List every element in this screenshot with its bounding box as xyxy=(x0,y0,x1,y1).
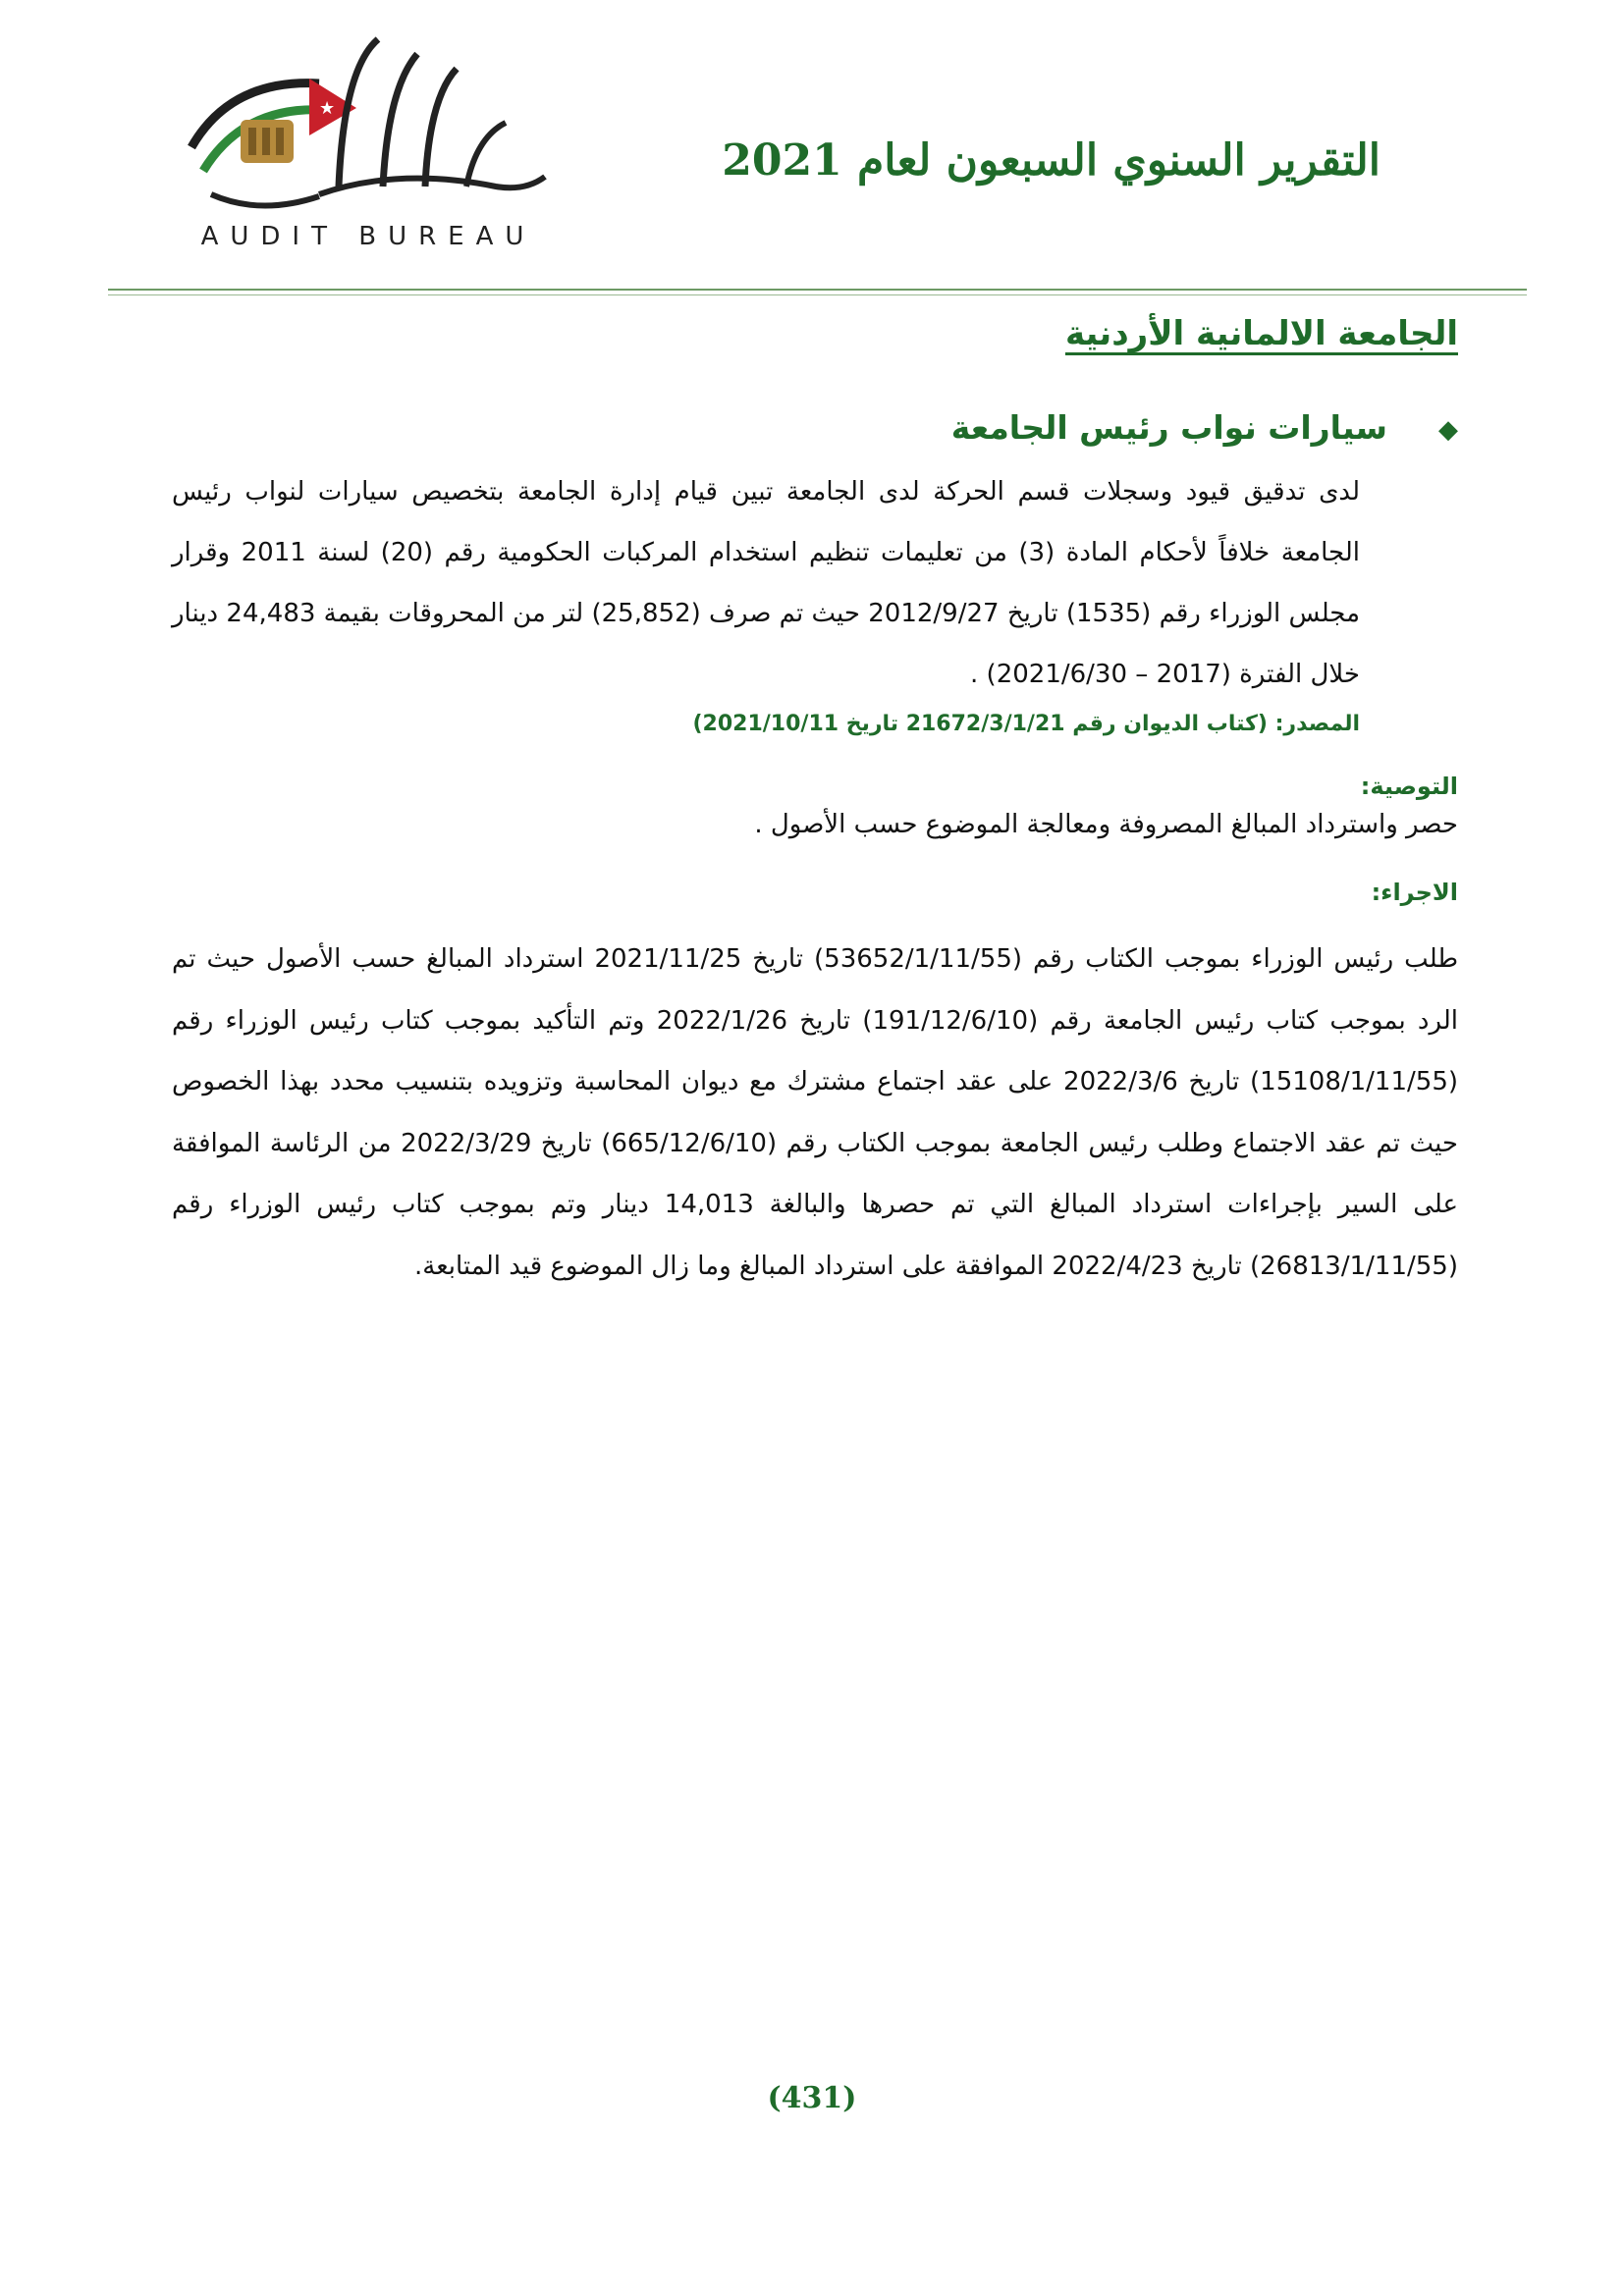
audit-bureau-logo xyxy=(172,29,565,265)
logo-english-name: AUDIT BUREAU xyxy=(200,222,536,251)
entity-title: الجامعة الالمانية الأردنية xyxy=(1064,314,1458,353)
page-header xyxy=(0,0,1624,294)
action-paragraph: طلب رئيس الوزراء بموجب الكتاب رقم (53652/1/11/55) تاريخ 2021/11/25 استرداد المبالغ حسب الأصول حيث تم الرد بموجب كتاب رئيس الجامعة رقم (191/12/6/10) تاريخ 2022/1/26 وتم التأكيد بموجب كتاب رئيس الوزراء رقم (15108/1/11/55) تاريخ 2022/3/6 على عقد اجتماع مشترك مع ديوان المحاسبة وتزويده بتنسيب محدد بهذا الخصوص حيث تم عقد الاجتماع وطلب رئيس الجامعة بموجب الكتاب رقم (665/12/6/10) تاريخ 2022/3/29 من الرئاسة الموافقة على السير بإجراءات استرداد المبالغ التي تم حصرها والبالغة 14,013 دينار وتم بموجب كتاب رئيس الوزراء رقم (26813/1/11/55) تاريخ 2022/4/23 الموافقة على استرداد المبالغ وما زال الموضوع قيد المتابعة. xyxy=(172,944,1459,1281)
recommendation-text: حصر واسترداد المبالغ المصروفة ومعالجة الموضوع حسب الأصول . xyxy=(754,810,1458,839)
recommendation-label: التوصية: xyxy=(1360,773,1458,800)
section-heading-text: سيارات نواب رئيس الجامعة xyxy=(950,408,1387,447)
logo-artwork-icon xyxy=(172,29,565,226)
page-number: (431) xyxy=(767,2081,857,2115)
report-title: التقرير السنوي السبعون لعام 2021 xyxy=(722,135,1380,186)
finding-paragraph: لدى تدقيق قيود وسجلات قسم الحركة لدى الجامعة تبين قيام إدارة الجامعة بتخصيص سيارات لنواب رئيس الجامعة خلافاً لأحكام المادة (3) من تعليمات تنظيم استخدام المركبات الحكومية رقم (20) لسنة 2011 وقرار مجلس الوزراء رقم (1535) تاريخ 2012/9/27 حيث تم صرف (25,852) لتر من المحروقات بقيمة 24,483 دينار خلال الفترة (2017 – 2021/6/30) . xyxy=(172,477,1361,689)
svg-text:★: ★ xyxy=(319,98,336,119)
action-label: الاجراء: xyxy=(1371,879,1458,906)
header-divider xyxy=(108,289,1527,291)
header-divider-thin xyxy=(108,294,1527,295)
source-reference: المصدر: (كتاب الديوان رقم 21672/3/1/21 تاريخ 2021/10/11) xyxy=(692,712,1360,736)
section-heading xyxy=(172,408,1458,447)
diamond-bullet-icon: ◆ xyxy=(1438,414,1458,445)
